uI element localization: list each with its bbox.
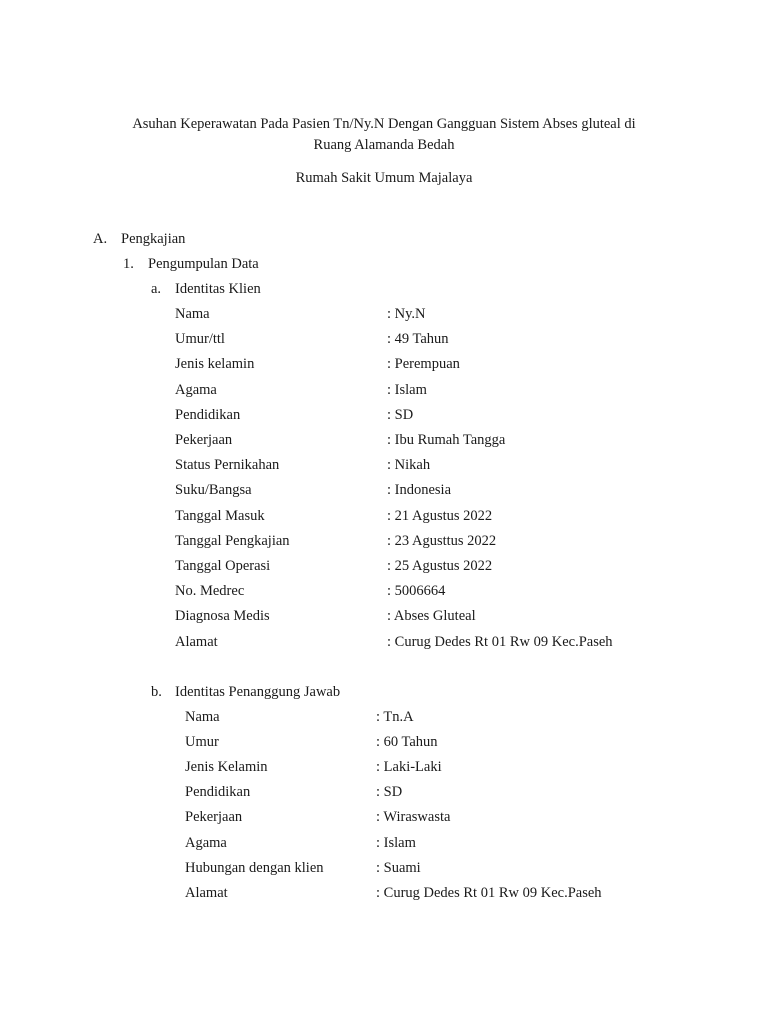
field-label: Umur (185, 734, 219, 751)
field-value: : Tn.A (376, 709, 414, 725)
field-label: Diagnosa Medis (175, 608, 270, 625)
field-value: : SD (376, 784, 403, 801)
subsection-1-label: Pengumpulan Data (148, 256, 259, 272)
identitas-klien-marker: a. (151, 281, 162, 297)
subsection-1-marker: 1. (123, 256, 134, 272)
field-value: : Islam (376, 834, 416, 851)
field-label: Pendidikan (185, 784, 251, 801)
field-label: Hubungan dengan klien (185, 859, 324, 876)
field-label: Tanggal Masuk (175, 507, 265, 524)
field-value: : Curug Dedes Rt 01 Rw 09 Kec.Paseh (387, 633, 613, 650)
field-label: No. Medrec (175, 583, 245, 600)
field-label: Alamat (175, 633, 218, 650)
field-value: : Suami (376, 859, 421, 876)
field-value: : Perempuan (387, 356, 460, 373)
field-label: Nama (175, 306, 210, 322)
field-value: : Nikah (387, 457, 431, 474)
field-label: Suku/Bangsa (175, 482, 252, 499)
field-label: Tanggal Pengkajian (175, 532, 290, 549)
field-value: : Islam (387, 381, 427, 398)
field-value: : 21 Agustus 2022 (387, 507, 493, 524)
field-label: Jenis Kelamin (185, 759, 268, 776)
field-label: Tanggal Operasi (175, 558, 271, 574)
identitas-penanggung-marker: b. (151, 684, 162, 700)
field-value: : Wiraswasta (376, 809, 451, 826)
field-label: Pekerjaan (175, 432, 233, 448)
identitas-penanggung-title: Identitas Penanggung Jawab (175, 684, 341, 700)
field-label: Jenis kelamin (175, 356, 255, 373)
identitas-klien-title: Identitas Klien (175, 281, 261, 297)
field-label: Status Pernikahan (175, 457, 280, 474)
field-value: : SD (387, 406, 414, 423)
field-value: : Abses Gluteal (387, 608, 476, 625)
section-a-label: Pengkajian (121, 231, 186, 247)
field-value: : 60 Tahun (376, 734, 438, 751)
hospital-name: Rumah Sakit Umum Majalaya (295, 170, 473, 186)
field-label: Umur/ttl (175, 331, 225, 348)
field-value: : 25 Agustus 2022 (387, 558, 493, 574)
field-value: : 49 Tahun (387, 331, 449, 348)
document-title-line-1: Asuhan Keperawatan Pada Pasien Tn/Ny.N Dengan Gangguan Sistem Abses gluteal di (132, 116, 636, 132)
field-value: : Curug Dedes Rt 01 Rw 09 Kec.Paseh (376, 884, 602, 901)
field-label: Alamat (185, 884, 228, 901)
field-value: : 23 Agusttus 2022 (387, 532, 497, 549)
field-value: : 5006664 (387, 583, 446, 600)
section-a-marker: A. (93, 231, 108, 247)
field-value: : Ny.N (387, 306, 426, 322)
field-value: : Indonesia (387, 482, 452, 499)
field-value: : Ibu Rumah Tangga (387, 432, 506, 448)
field-label: Pekerjaan (185, 809, 243, 826)
field-label: Agama (185, 834, 227, 851)
field-value: : Laki-Laki (376, 759, 442, 776)
document-title-line-2: Ruang Alamanda Bedah (313, 137, 455, 153)
field-label: Pendidikan (175, 406, 241, 423)
field-label: Agama (175, 381, 217, 398)
field-label: Nama (185, 709, 220, 725)
